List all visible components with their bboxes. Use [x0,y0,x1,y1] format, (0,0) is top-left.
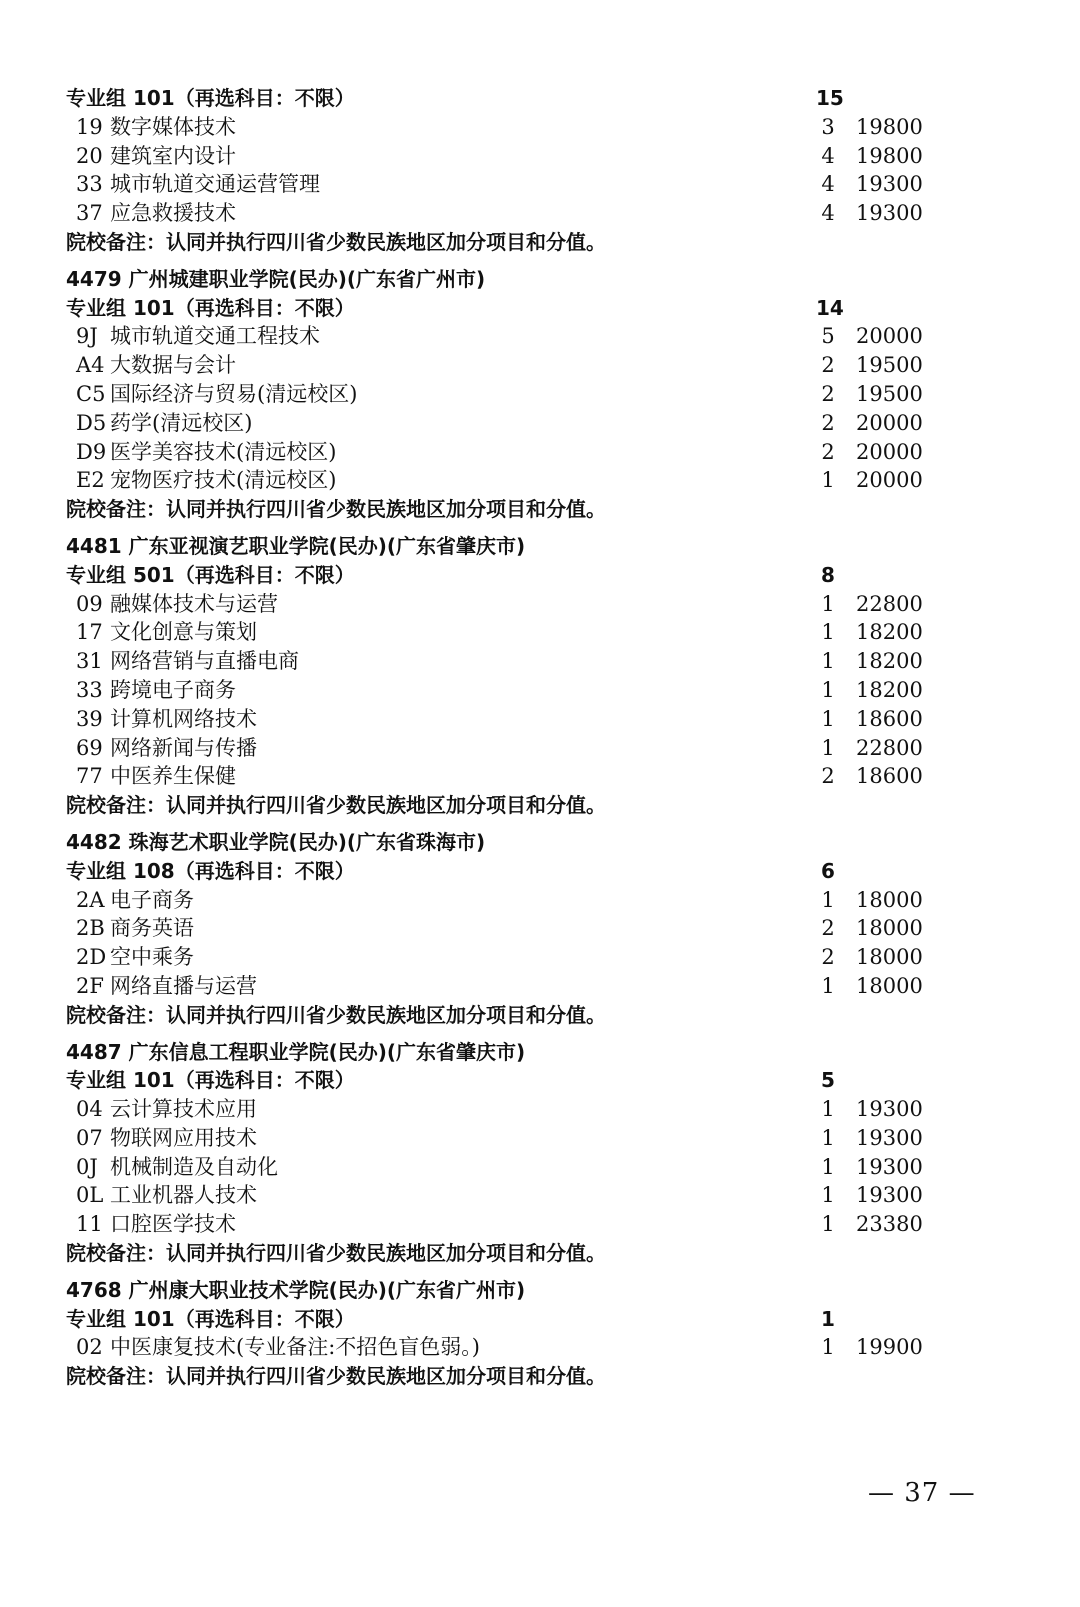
major-plan-count: 1 [821,649,835,674]
major-name: 中医康复技术(专业备注:不招色盲色弱。) [110,1335,480,1360]
major-tuition: 19900 [856,1335,923,1360]
major-group-row [66,1305,966,1334]
major-code: E2 [76,468,105,493]
major-tuition: 22800 [856,735,923,760]
major-code: 0J [76,1154,98,1179]
school-heading: 4479 广州城建职业学院(民办)(广东省广州市) [66,266,486,291]
major-name: 计算机网络技术 [110,706,257,731]
major-name: 药学(清远校区) [110,410,253,435]
major-plan-count: 1 [821,1125,835,1150]
major-plan-count: 1 [821,468,835,493]
major-code: 2A [76,887,105,912]
major-row [66,734,966,763]
major-row [66,142,966,171]
major-group-label: 专业组 101（再选科目：不限） [66,295,355,320]
major-name: 工业机器人技术 [110,1183,257,1208]
major-group-row [66,561,966,590]
major-plan-count: 4 [821,143,835,168]
major-name: 物联网应用技术 [110,1125,257,1150]
major-tuition: 19300 [856,201,923,226]
major-code: 17 [76,620,103,645]
major-group-label: 专业组 501（再选科目：不限） [66,562,355,587]
major-name: 医学美容技术(清远校区) [110,439,337,464]
major-name: 城市轨道交通运营管理 [110,172,320,197]
major-plan-count: 2 [821,381,835,406]
major-tuition: 19300 [856,1097,923,1122]
major-tuition: 19500 [856,381,923,406]
major-tuition: 19300 [856,1183,923,1208]
major-code: 33 [76,172,103,197]
school-remark: 院校备注：认同并执行四川省少数民族地区加分项目和分值。 [66,497,606,522]
major-group-count: 5 [821,1068,835,1093]
major-code: 33 [76,677,103,702]
major-row [66,113,966,142]
major-row [66,1124,966,1153]
major-name: 跨境电子商务 [110,677,236,702]
major-plan-count: 3 [821,114,835,139]
school-remark: 院校备注：认同并执行四川省少数民族地区加分项目和分值。 [66,1002,606,1027]
school-heading: 4481 广东亚视演艺职业学院(民办)(广东省肇庆市) [66,533,526,558]
major-row [66,438,966,467]
major-plan-count: 2 [821,945,835,970]
major-group-count: 8 [821,562,835,587]
major-name: 文化创意与策划 [110,620,257,645]
major-tuition: 20000 [856,410,923,435]
major-row [66,322,966,351]
major-tuition: 18000 [856,887,923,912]
major-group-label: 专业组 108（再选科目：不限） [66,858,355,883]
major-row [66,647,966,676]
major-tuition: 18000 [856,973,923,998]
major-name: 数字媒体技术 [110,114,236,139]
major-name: 国际经济与贸易(清远校区) [110,381,358,406]
major-name: 融媒体技术与运营 [110,591,278,616]
major-plan-count: 1 [821,677,835,702]
major-plan-count: 1 [821,735,835,760]
major-group-count: 6 [821,858,835,883]
major-code: 9J [76,324,98,349]
major-plan-count: 1 [821,1212,835,1237]
major-group-row [66,857,966,886]
major-row [66,380,966,409]
major-tuition: 18000 [856,916,923,941]
major-name: 中医养生保健 [110,764,236,789]
major-tuition: 23380 [856,1212,923,1237]
major-row [66,1210,966,1239]
major-name: 大数据与会计 [110,353,236,378]
major-plan-count: 2 [821,439,835,464]
major-plan-count: 2 [821,353,835,378]
major-plan-count: 1 [821,1183,835,1208]
major-plan-count: 5 [821,324,835,349]
major-code: A4 [76,353,105,378]
major-name: 网络营销与直播电商 [110,649,299,674]
major-code: 31 [76,649,103,674]
major-name: 城市轨道交通工程技术 [110,324,320,349]
major-code: 39 [76,706,103,731]
major-code: 07 [76,1125,103,1150]
major-tuition: 18200 [856,620,923,645]
major-row [66,943,966,972]
major-group-row [66,294,966,323]
major-row [66,762,966,791]
major-name: 网络新闻与传播 [110,735,257,760]
school-remark: 院校备注：认同并执行四川省少数民族地区加分项目和分值。 [66,229,606,254]
school-section [66,1276,966,1391]
major-name: 云计算技术应用 [110,1097,257,1122]
major-tuition: 18200 [856,677,923,702]
school-heading: 4482 珠海艺术职业学院(民办)(广东省珠海市) [66,829,486,854]
major-plan-count: 1 [821,973,835,998]
major-code: 19 [76,114,103,139]
major-group-count: 15 [816,86,844,110]
major-plan-count: 1 [821,1154,835,1179]
major-group-row [66,84,966,113]
major-plan-count: 1 [821,887,835,912]
major-tuition: 19800 [856,114,923,139]
major-group-row [66,1066,966,1095]
major-row [66,676,966,705]
major-tuition: 19500 [856,353,923,378]
school-heading: 4487 广东信息工程职业学院(民办)(广东省肇庆市) [66,1039,526,1064]
school-heading: 4768 广州康大职业技术学院(民办)(广东省广州市) [66,1277,526,1302]
school-remark: 院校备注：认同并执行四川省少数民族地区加分项目和分值。 [66,1364,606,1389]
school-section [66,265,966,524]
major-row [66,1095,966,1124]
major-name: 口腔医学技术 [110,1212,236,1237]
major-plan-count: 4 [821,172,835,197]
major-plan-count: 2 [821,916,835,941]
major-row [66,914,966,943]
major-tuition: 18600 [856,706,923,731]
major-plan-count: 1 [821,591,835,616]
major-plan-count: 2 [821,764,835,789]
major-tuition: 20000 [856,324,923,349]
school-section [66,828,966,1030]
major-tuition: 18200 [856,649,923,674]
major-code: D5 [76,410,107,435]
major-row [66,1333,966,1362]
major-group-label: 专业组 101（再选科目：不限） [66,86,355,110]
major-group-label: 专业组 101（再选科目：不限） [66,1306,355,1331]
major-name: 商务英语 [110,916,194,941]
major-code: 0L [76,1183,104,1208]
major-row [66,199,966,228]
major-name: 机械制造及自动化 [110,1154,278,1179]
major-code: 37 [76,201,103,226]
major-tuition: 18000 [856,945,923,970]
major-name: 应急救援技术 [110,201,236,226]
major-tuition: 20000 [856,439,923,464]
major-tuition: 19800 [856,143,923,168]
major-name: 建筑室内设计 [110,143,236,168]
major-code: 20 [76,143,103,168]
major-name: 空中乘务 [110,945,194,970]
major-plan-count: 1 [821,1097,835,1122]
major-row [66,972,966,1001]
major-tuition: 22800 [856,591,923,616]
major-code: C5 [76,381,106,406]
major-row [66,618,966,647]
major-code: D9 [76,439,107,464]
major-name: 宠物医疗技术(清远校区) [110,468,337,493]
page-number: — 37 — [868,1478,976,1508]
school-remark: 院校备注：认同并执行四川省少数民族地区加分项目和分值。 [66,793,606,818]
major-code: 02 [76,1335,103,1360]
school-section [66,532,966,820]
major-row [66,886,966,915]
major-tuition: 19300 [856,172,923,197]
major-row [66,466,966,495]
major-group-label: 专业组 101（再选科目：不限） [66,1068,355,1093]
major-plan-count: 1 [821,620,835,645]
major-row [66,590,966,619]
major-name: 电子商务 [110,887,194,912]
major-row [66,351,966,380]
major-code: 2B [76,916,105,941]
major-group-count: 14 [816,295,844,320]
major-code: 04 [76,1097,103,1122]
document-body [66,84,966,1391]
major-tuition: 18600 [856,764,923,789]
major-tuition: 20000 [856,468,923,493]
major-code: 2D [76,945,107,970]
major-plan-count: 1 [821,706,835,731]
major-plan-count: 1 [821,1335,835,1360]
major-name: 网络直播与运营 [110,973,257,998]
major-group-count: 1 [821,1306,835,1331]
major-code: 2F [76,973,104,998]
major-row [66,170,966,199]
major-code: 09 [76,591,103,616]
school-remark: 院校备注：认同并执行四川省少数民族地区加分项目和分值。 [66,1241,606,1266]
major-code: 77 [76,764,103,789]
major-tuition: 19300 [856,1125,923,1150]
school-section [66,1038,966,1268]
major-row [66,409,966,438]
major-tuition: 19300 [856,1154,923,1179]
school-section [66,84,966,257]
major-row [66,1181,966,1210]
major-plan-count: 2 [821,410,835,435]
major-row [66,1153,966,1182]
major-code: 11 [76,1212,103,1237]
major-plan-count: 4 [821,201,835,226]
major-code: 69 [76,735,103,760]
major-row [66,705,966,734]
